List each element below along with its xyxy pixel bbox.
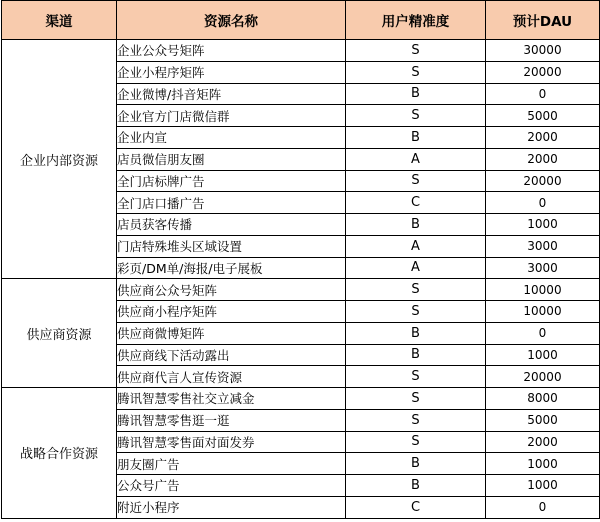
resource-name-cell[interactable]: 供应商代言人宣传资源 (117, 366, 346, 388)
user-accuracy-cell[interactable]: S (346, 170, 486, 192)
user-accuracy-cell[interactable]: B (346, 83, 486, 105)
estimated-dau-cell[interactable]: 20000 (486, 61, 600, 83)
table-row (2, 388, 600, 410)
header-channel[interactable]: 渠道 (2, 1, 117, 40)
resource-name-cell[interactable]: 腾讯智慧零售社交立减金 (117, 388, 346, 410)
user-accuracy-cell[interactable]: A (346, 148, 486, 170)
estimated-dau-cell[interactable]: 3000 (486, 235, 600, 257)
resource-name-cell[interactable]: 门店特殊堆头区域设置 (117, 235, 346, 257)
user-accuracy-cell[interactable]: B (346, 322, 486, 344)
estimated-dau-cell[interactable]: 0 (486, 322, 600, 344)
header-row (2, 1, 600, 40)
user-accuracy-cell[interactable]: C (346, 496, 486, 518)
estimated-dau-cell[interactable]: 1000 (486, 453, 600, 475)
resource-name-cell[interactable]: 企业官方门店微信群 (117, 105, 346, 127)
user-accuracy-cell[interactable]: S (346, 366, 486, 388)
estimated-dau-cell[interactable]: 2000 (486, 127, 600, 149)
resource-name-cell[interactable]: 企业内宣 (117, 127, 346, 149)
resource-name-cell[interactable]: 朋友圈广告 (117, 453, 346, 475)
resource-name-cell[interactable]: 供应商微博矩阵 (117, 322, 346, 344)
channel-cell[interactable]: 企业内部资源 (2, 40, 117, 279)
user-accuracy-cell[interactable]: S (346, 409, 486, 431)
table-row (2, 279, 600, 301)
resource-name-cell[interactable]: 公众号广告 (117, 475, 346, 497)
header-user-accuracy[interactable]: 用户精准度 (346, 1, 486, 40)
resource-table (1, 0, 600, 519)
estimated-dau-cell[interactable]: 1000 (486, 475, 600, 497)
estimated-dau-cell[interactable]: 30000 (486, 40, 600, 62)
user-accuracy-cell[interactable]: A (346, 235, 486, 257)
estimated-dau-cell[interactable]: 0 (486, 83, 600, 105)
resource-name-cell[interactable]: 企业微博/抖音矩阵 (117, 83, 346, 105)
resource-name-cell[interactable]: 全门店标牌广告 (117, 170, 346, 192)
user-accuracy-cell[interactable]: S (346, 61, 486, 83)
resource-name-cell[interactable]: 供应商小程序矩阵 (117, 301, 346, 323)
user-accuracy-cell[interactable]: S (346, 388, 486, 410)
estimated-dau-cell[interactable]: 0 (486, 192, 600, 214)
channel-cell[interactable]: 战略合作资源 (2, 388, 117, 519)
resource-name-cell[interactable]: 全门店口播广告 (117, 192, 346, 214)
resource-name-cell[interactable]: 店员微信朋友圈 (117, 148, 346, 170)
user-accuracy-cell[interactable]: S (346, 431, 486, 453)
user-accuracy-cell[interactable]: S (346, 105, 486, 127)
user-accuracy-cell[interactable]: C (346, 192, 486, 214)
estimated-dau-cell[interactable]: 10000 (486, 301, 600, 323)
header-estimated-dau[interactable]: 预计DAU (486, 1, 600, 40)
resource-name-cell[interactable]: 供应商线下活动露出 (117, 344, 346, 366)
estimated-dau-cell[interactable]: 10000 (486, 279, 600, 301)
user-accuracy-cell[interactable]: B (346, 453, 486, 475)
estimated-dau-cell[interactable]: 1000 (486, 214, 600, 236)
estimated-dau-cell[interactable]: 2000 (486, 431, 600, 453)
user-accuracy-cell[interactable]: B (346, 344, 486, 366)
estimated-dau-cell[interactable]: 20000 (486, 366, 600, 388)
user-accuracy-cell[interactable]: S (346, 301, 486, 323)
estimated-dau-cell[interactable]: 2000 (486, 148, 600, 170)
estimated-dau-cell[interactable]: 5000 (486, 409, 600, 431)
resource-name-cell[interactable]: 腾讯智慧零售面对面发券 (117, 431, 346, 453)
header-resource-name[interactable]: 资源名称 (117, 1, 346, 40)
resource-name-cell[interactable]: 腾讯智慧零售逛一逛 (117, 409, 346, 431)
estimated-dau-cell[interactable]: 8000 (486, 388, 600, 410)
user-accuracy-cell[interactable]: B (346, 127, 486, 149)
user-accuracy-cell[interactable]: S (346, 40, 486, 62)
user-accuracy-cell[interactable]: B (346, 214, 486, 236)
estimated-dau-cell[interactable]: 20000 (486, 170, 600, 192)
resource-name-cell[interactable]: 供应商公众号矩阵 (117, 279, 346, 301)
table-row (2, 40, 600, 62)
estimated-dau-cell[interactable]: 5000 (486, 105, 600, 127)
user-accuracy-cell[interactable]: A (346, 257, 486, 279)
estimated-dau-cell[interactable]: 3000 (486, 257, 600, 279)
user-accuracy-cell[interactable]: B (346, 475, 486, 497)
resource-name-cell[interactable]: 彩页/DM单/海报/电子展板 (117, 257, 346, 279)
estimated-dau-cell[interactable]: 1000 (486, 344, 600, 366)
estimated-dau-cell[interactable]: 0 (486, 496, 600, 518)
table-body (2, 40, 600, 519)
resource-name-cell[interactable]: 企业小程序矩阵 (117, 61, 346, 83)
resource-name-cell[interactable]: 企业公众号矩阵 (117, 40, 346, 62)
channel-cell[interactable]: 供应商资源 (2, 279, 117, 388)
user-accuracy-cell[interactable]: S (346, 279, 486, 301)
resource-name-cell[interactable]: 附近小程序 (117, 496, 346, 518)
resource-name-cell[interactable]: 店员获客传播 (117, 214, 346, 236)
